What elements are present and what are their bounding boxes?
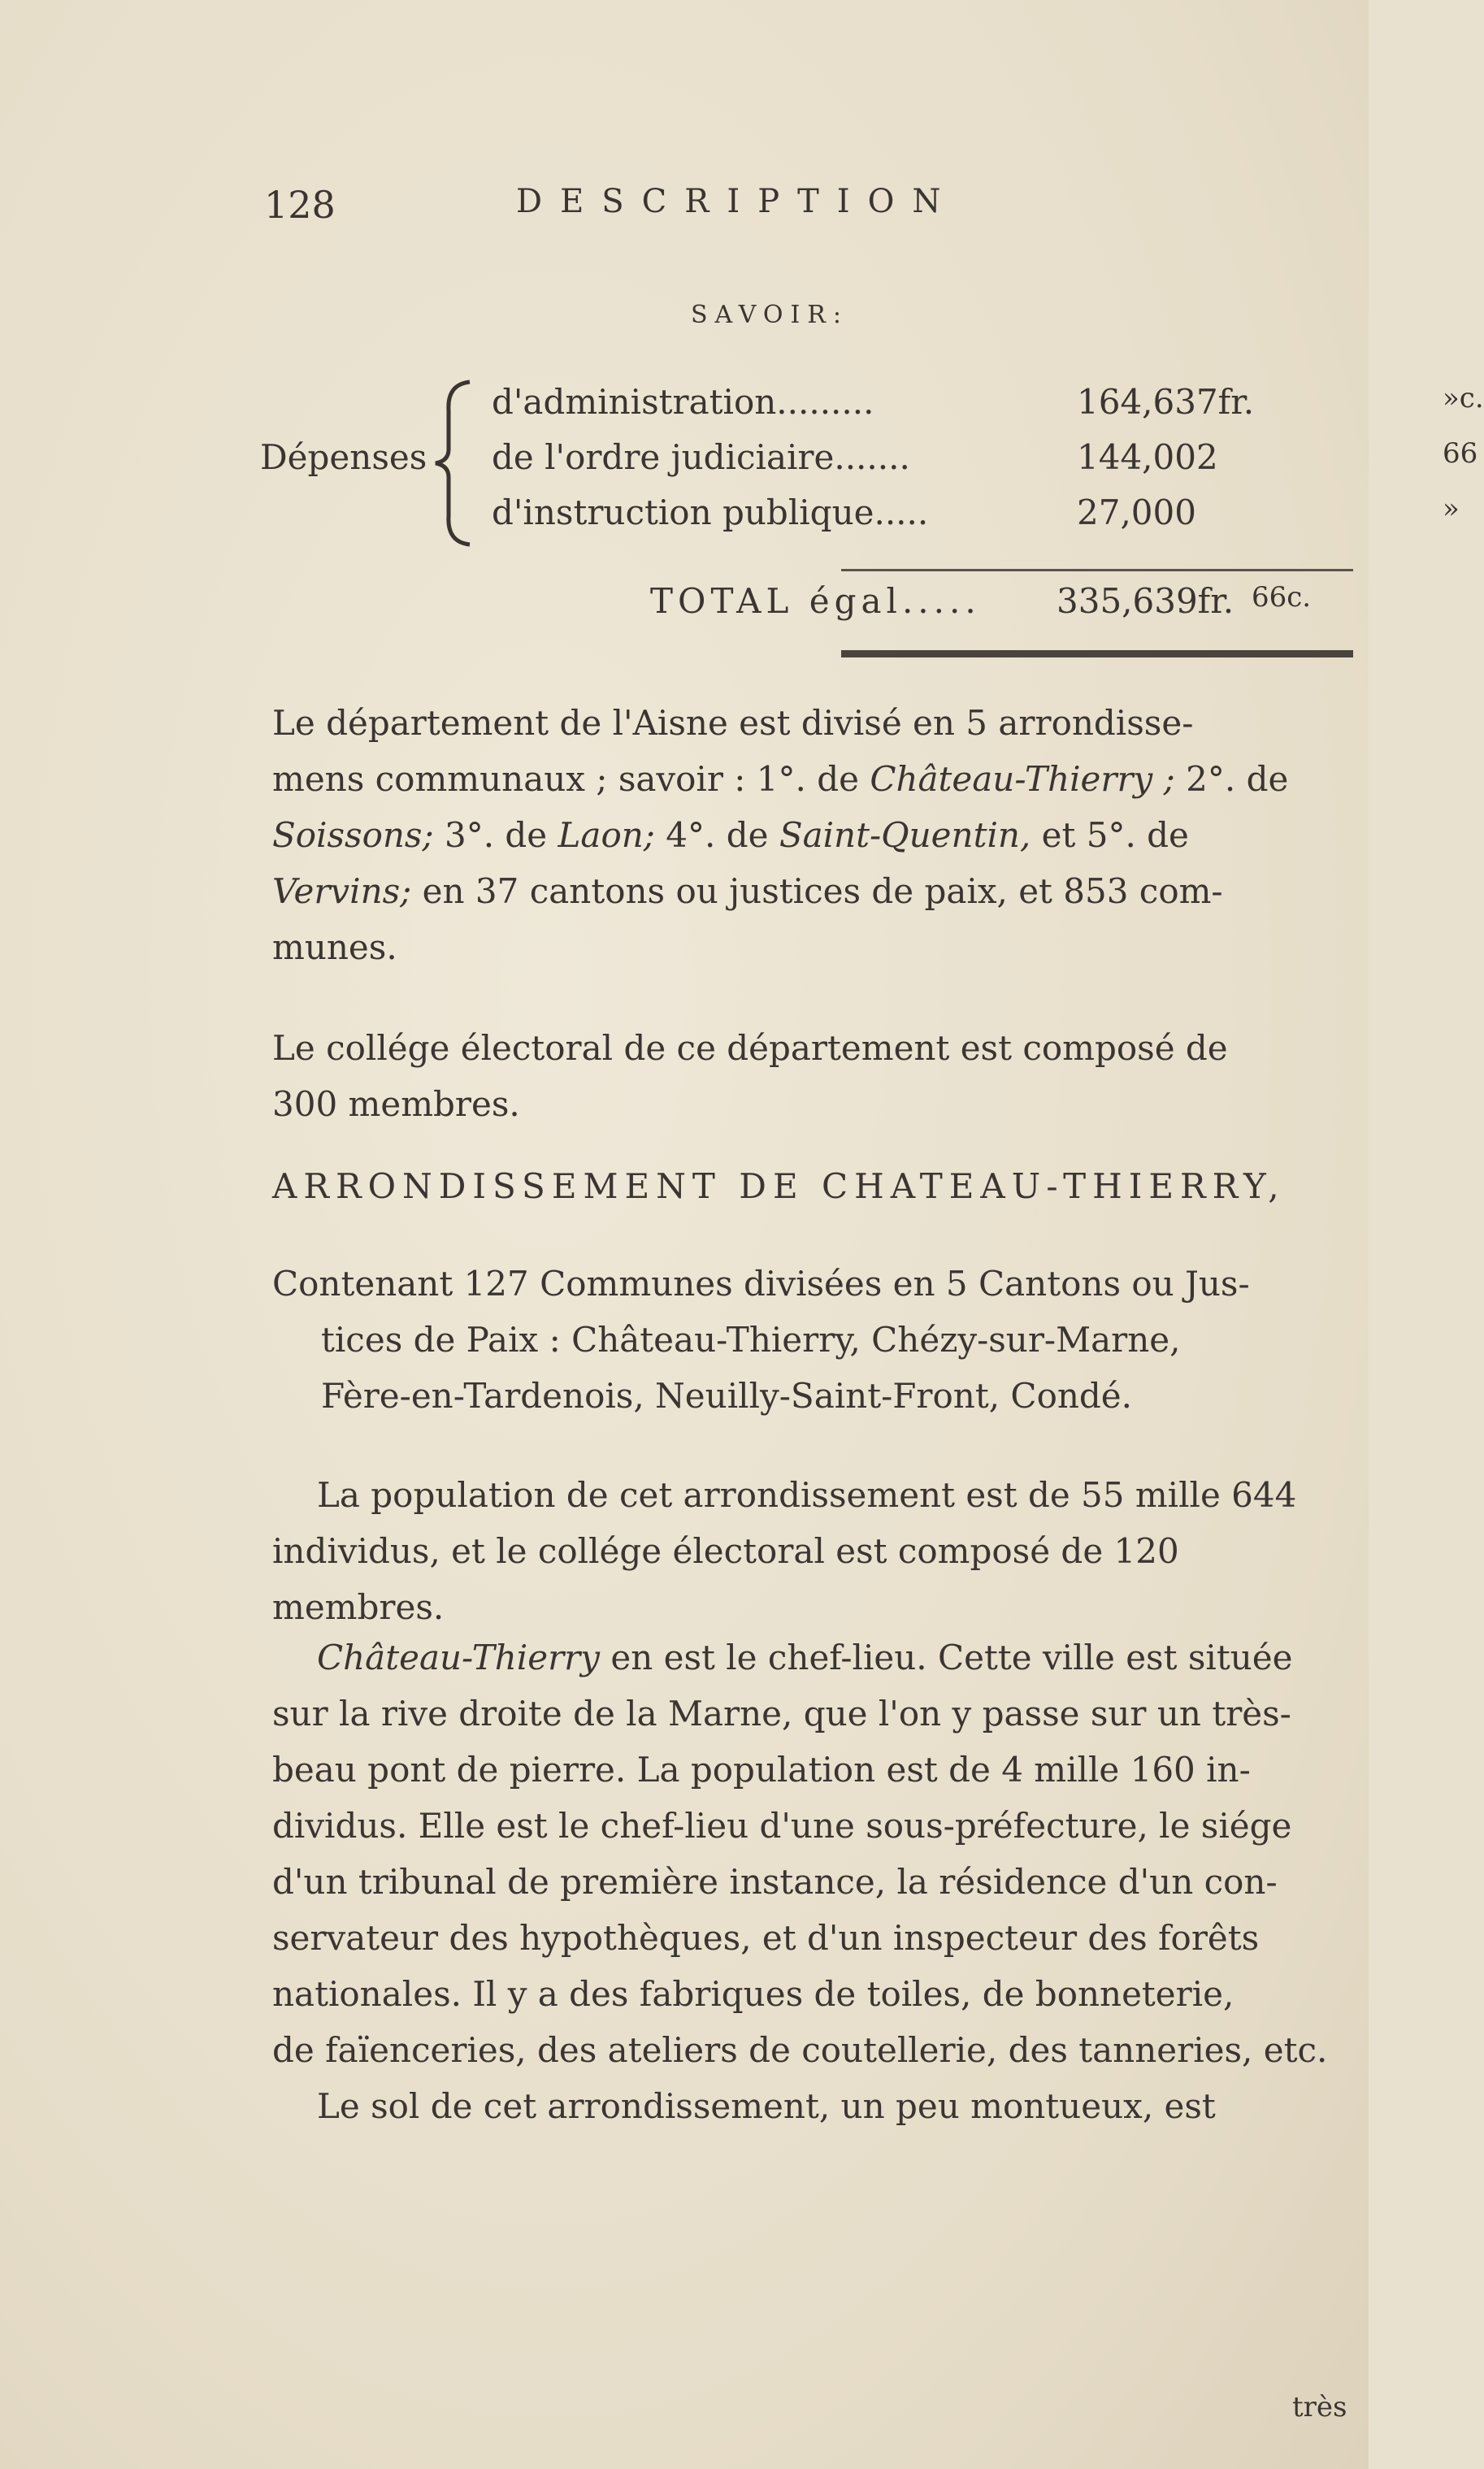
paragraph-chef-lieu <box>272 1629 1361 2134</box>
text-line: membres. <box>272 1587 445 1627</box>
page-number: 128 <box>264 183 336 227</box>
text-line: Château-Thierry en est le chef-lieu. Cette ville est située <box>317 1638 1293 1677</box>
expense-group-label: Dépenses <box>260 437 427 477</box>
text-line: d'un tribunal de première instance, la résidence d'un con- <box>272 1862 1278 1902</box>
text-line: tices de Paix : Château-Thierry, Chézy-sur-Marne, <box>321 1320 1181 1360</box>
expense-label: de l'ordre judiciaire....... <box>492 437 910 477</box>
text-line: de faïenceries, des ateliers de coutellerie, des tanneries, etc. <box>272 2030 1328 2070</box>
text-line: munes. <box>272 927 397 967</box>
text-line: Fère-en-Tardenois, Neuilly-Saint-Front, Condé. <box>321 1376 1132 1416</box>
savoir-heading: SAVOIR: <box>691 301 849 329</box>
text-line: 300 membres. <box>272 1084 520 1124</box>
text-line: nationales. Il y a des fabriques de toiles, de bonneterie, <box>272 1974 1234 2014</box>
text-line: La population de cet arrondissement est de 55 mille 644 <box>317 1475 1297 1515</box>
sum-rule <box>841 569 1353 571</box>
total-amount: 335,639fr. <box>1057 581 1234 621</box>
running-title: DESCRIPTION <box>516 183 959 220</box>
text-line: servateur des hypothèques, et d'un inspecteur des forêts <box>272 1918 1260 1958</box>
text-line: mens communaux ; savoir : 1°. de Château-Thierry ; 2°. de <box>272 759 1289 799</box>
text-line: Soissons; 3°. de Laon; 4°. de Saint-Quentin, et 5°. de <box>272 815 1189 855</box>
text-line: dividus. Elle est le chef-lieu d'une sous-préfecture, le siége <box>272 1806 1292 1846</box>
expense-amount: 27,000 <box>1077 492 1196 532</box>
total-label: TOTAL égal..... <box>650 581 981 621</box>
paragraph-college <box>272 1020 1361 1132</box>
paragraph-population <box>272 1467 1361 1635</box>
expense-amount: 144,002 <box>1077 437 1218 477</box>
expense-label: d'instruction publique..... <box>492 492 929 532</box>
text-line: sur la rive droite de la Marne, que l'on y passe sur un très- <box>272 1694 1291 1734</box>
text-line: Vervins; en 37 cantons ou justices de paix, et 853 com- <box>272 871 1223 911</box>
catchword: très <box>1292 2391 1347 2423</box>
expense-cents: »c. <box>1443 382 1484 414</box>
expense-amount: 164,637fr. <box>1077 382 1255 422</box>
expense-cents: » <box>1443 492 1460 525</box>
arrondissement-heading: ARRONDISSEMENT DE CHATEAU-THIERRY, <box>272 1166 1286 1206</box>
text-line: beau pont de pierre. La population est de 4 mille 160 in- <box>272 1750 1251 1790</box>
expense-cents: 66 <box>1443 437 1478 470</box>
text-line: Contenant 127 Communes divisées en 5 Cantons ou Jus- <box>272 1264 1250 1304</box>
total-cents: 66c. <box>1252 581 1312 614</box>
total-double-rule <box>841 650 1353 657</box>
curly-brace-icon <box>429 378 478 549</box>
text-line: Le département de l'Aisne est divisé en 5 arrondisse- <box>272 703 1194 743</box>
text-line: Le collége électoral de ce département est composé de <box>272 1028 1228 1068</box>
expense-label: d'administration......... <box>492 382 874 422</box>
paragraph-contenant <box>272 1256 1361 1424</box>
text-line: individus, et le collége électoral est composé de 120 <box>272 1531 1179 1571</box>
paragraph-departement <box>272 695 1361 975</box>
text-line: Le sol de cet arrondissement, un peu montueux, est <box>317 2086 1216 2126</box>
